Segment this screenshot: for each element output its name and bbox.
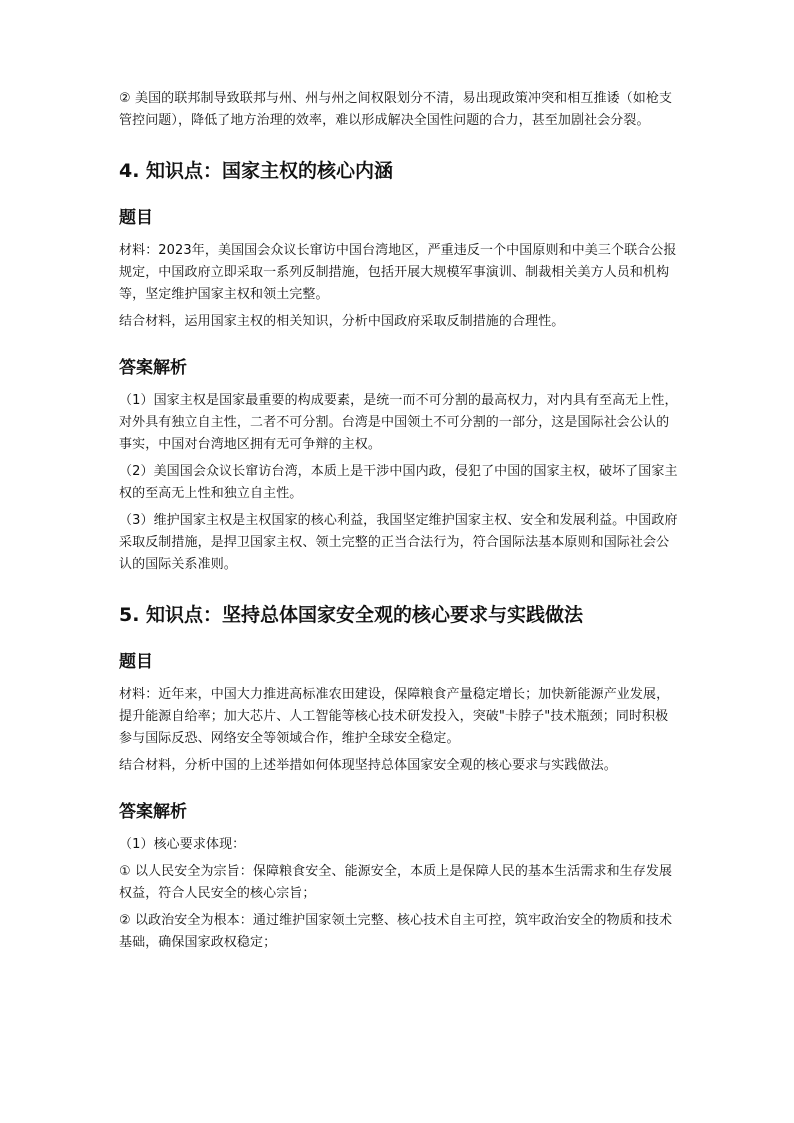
section-5-answer-1: （1）核心要求体现： — [119, 837, 246, 852]
section-5-answer-2: ① 以人民安全为宗旨：保障粮食安全、能源安全，本质上是保障人民的基本生活需求和生存发展权益，符合人民安全的核心宗旨； — [119, 864, 673, 901]
intro-paragraph: ② 美国的联邦制导致联邦与州、州与州之间权限划分不清，易出现政策冲突和相互推诿（如枪支管控问题），降低了地方治理的效率，难以形成解决全国性问题的合力，甚至加剧社会分裂。 — [119, 91, 673, 128]
section-4-answer-heading: 答案解析 — [119, 358, 187, 378]
section-5-prompt: 结合材料，分析中国的上述举措如何体现坚持总体国家安全观的核心要求与实践做法。 — [119, 758, 617, 773]
section-5-answer-3: ② 以政治安全为根本：通过维护国家领土完整、核心技术自主可控，筑牢政治安全的物质和技术基础，确保国家政权稳定； — [119, 913, 673, 950]
section-4-answer-2: （2）美国国会众议长窜访台湾，本质上是干涉中国内政，侵犯了中国的国家主权，破坏了国家主权的至高无上性和独立自主性。 — [119, 464, 678, 501]
section-5-heading: 5. 知识点：坚持总体国家安全观的核心要求与实践做法 — [119, 604, 584, 626]
section-5-material: 材料：近年来，中国大力推进高标准农田建设，保障粮食产量稳定增长；加快新能源产业发展，提升能源自给率；加大芯片、人工智能等核心技术研发投入，突破"卡脖子"技术瓶颈；同时积极参与国际反恐、网络安全等领域合作，维护全球安全稳定。 — [119, 687, 670, 746]
section-4-answer-3: （3）维护国家主权是主权国家的核心利益，我国坚定维护国家主权、安全和发展利益。中国政府采取反制措施，是捍卫国家主权、领土完整的正当合法行为，符合国际法基本原则和国际社会公认的国际关系准则。 — [119, 513, 678, 572]
document-page — [119, 88, 679, 954]
section-5-question-heading: 题目 — [119, 652, 153, 672]
section-4-prompt: 结合材料，运用国家主权的相关知识，分析中国政府采取反制措施的合理性。 — [119, 314, 565, 329]
section-5-answer-heading: 答案解析 — [119, 802, 187, 822]
section-4-question-heading: 题目 — [119, 208, 153, 228]
section-4-answer-1: （1）国家主权是国家最重要的构成要素，是统一而不可分割的最高权力，对内具有至高无上性，对外具有独立自主性，二者不可分割。台湾是中国领土不可分割的一部分，这是国际社会公认的事实，中国对台湾地区拥有无可争辩的主权。 — [119, 393, 678, 452]
section-4-heading: 4. 知识点：国家主权的核心内涵 — [119, 160, 394, 182]
section-4-material: 材料：2023年，美国国会众议长窜访中国台湾地区，严重违反一个中国原则和中美三个联合公报规定，中国政府立即采取一系列反制措施，包括开展大规模军事演训、制裁相关美方人员和机构等，坚定维护国家主权和领土完整。 — [119, 243, 677, 302]
